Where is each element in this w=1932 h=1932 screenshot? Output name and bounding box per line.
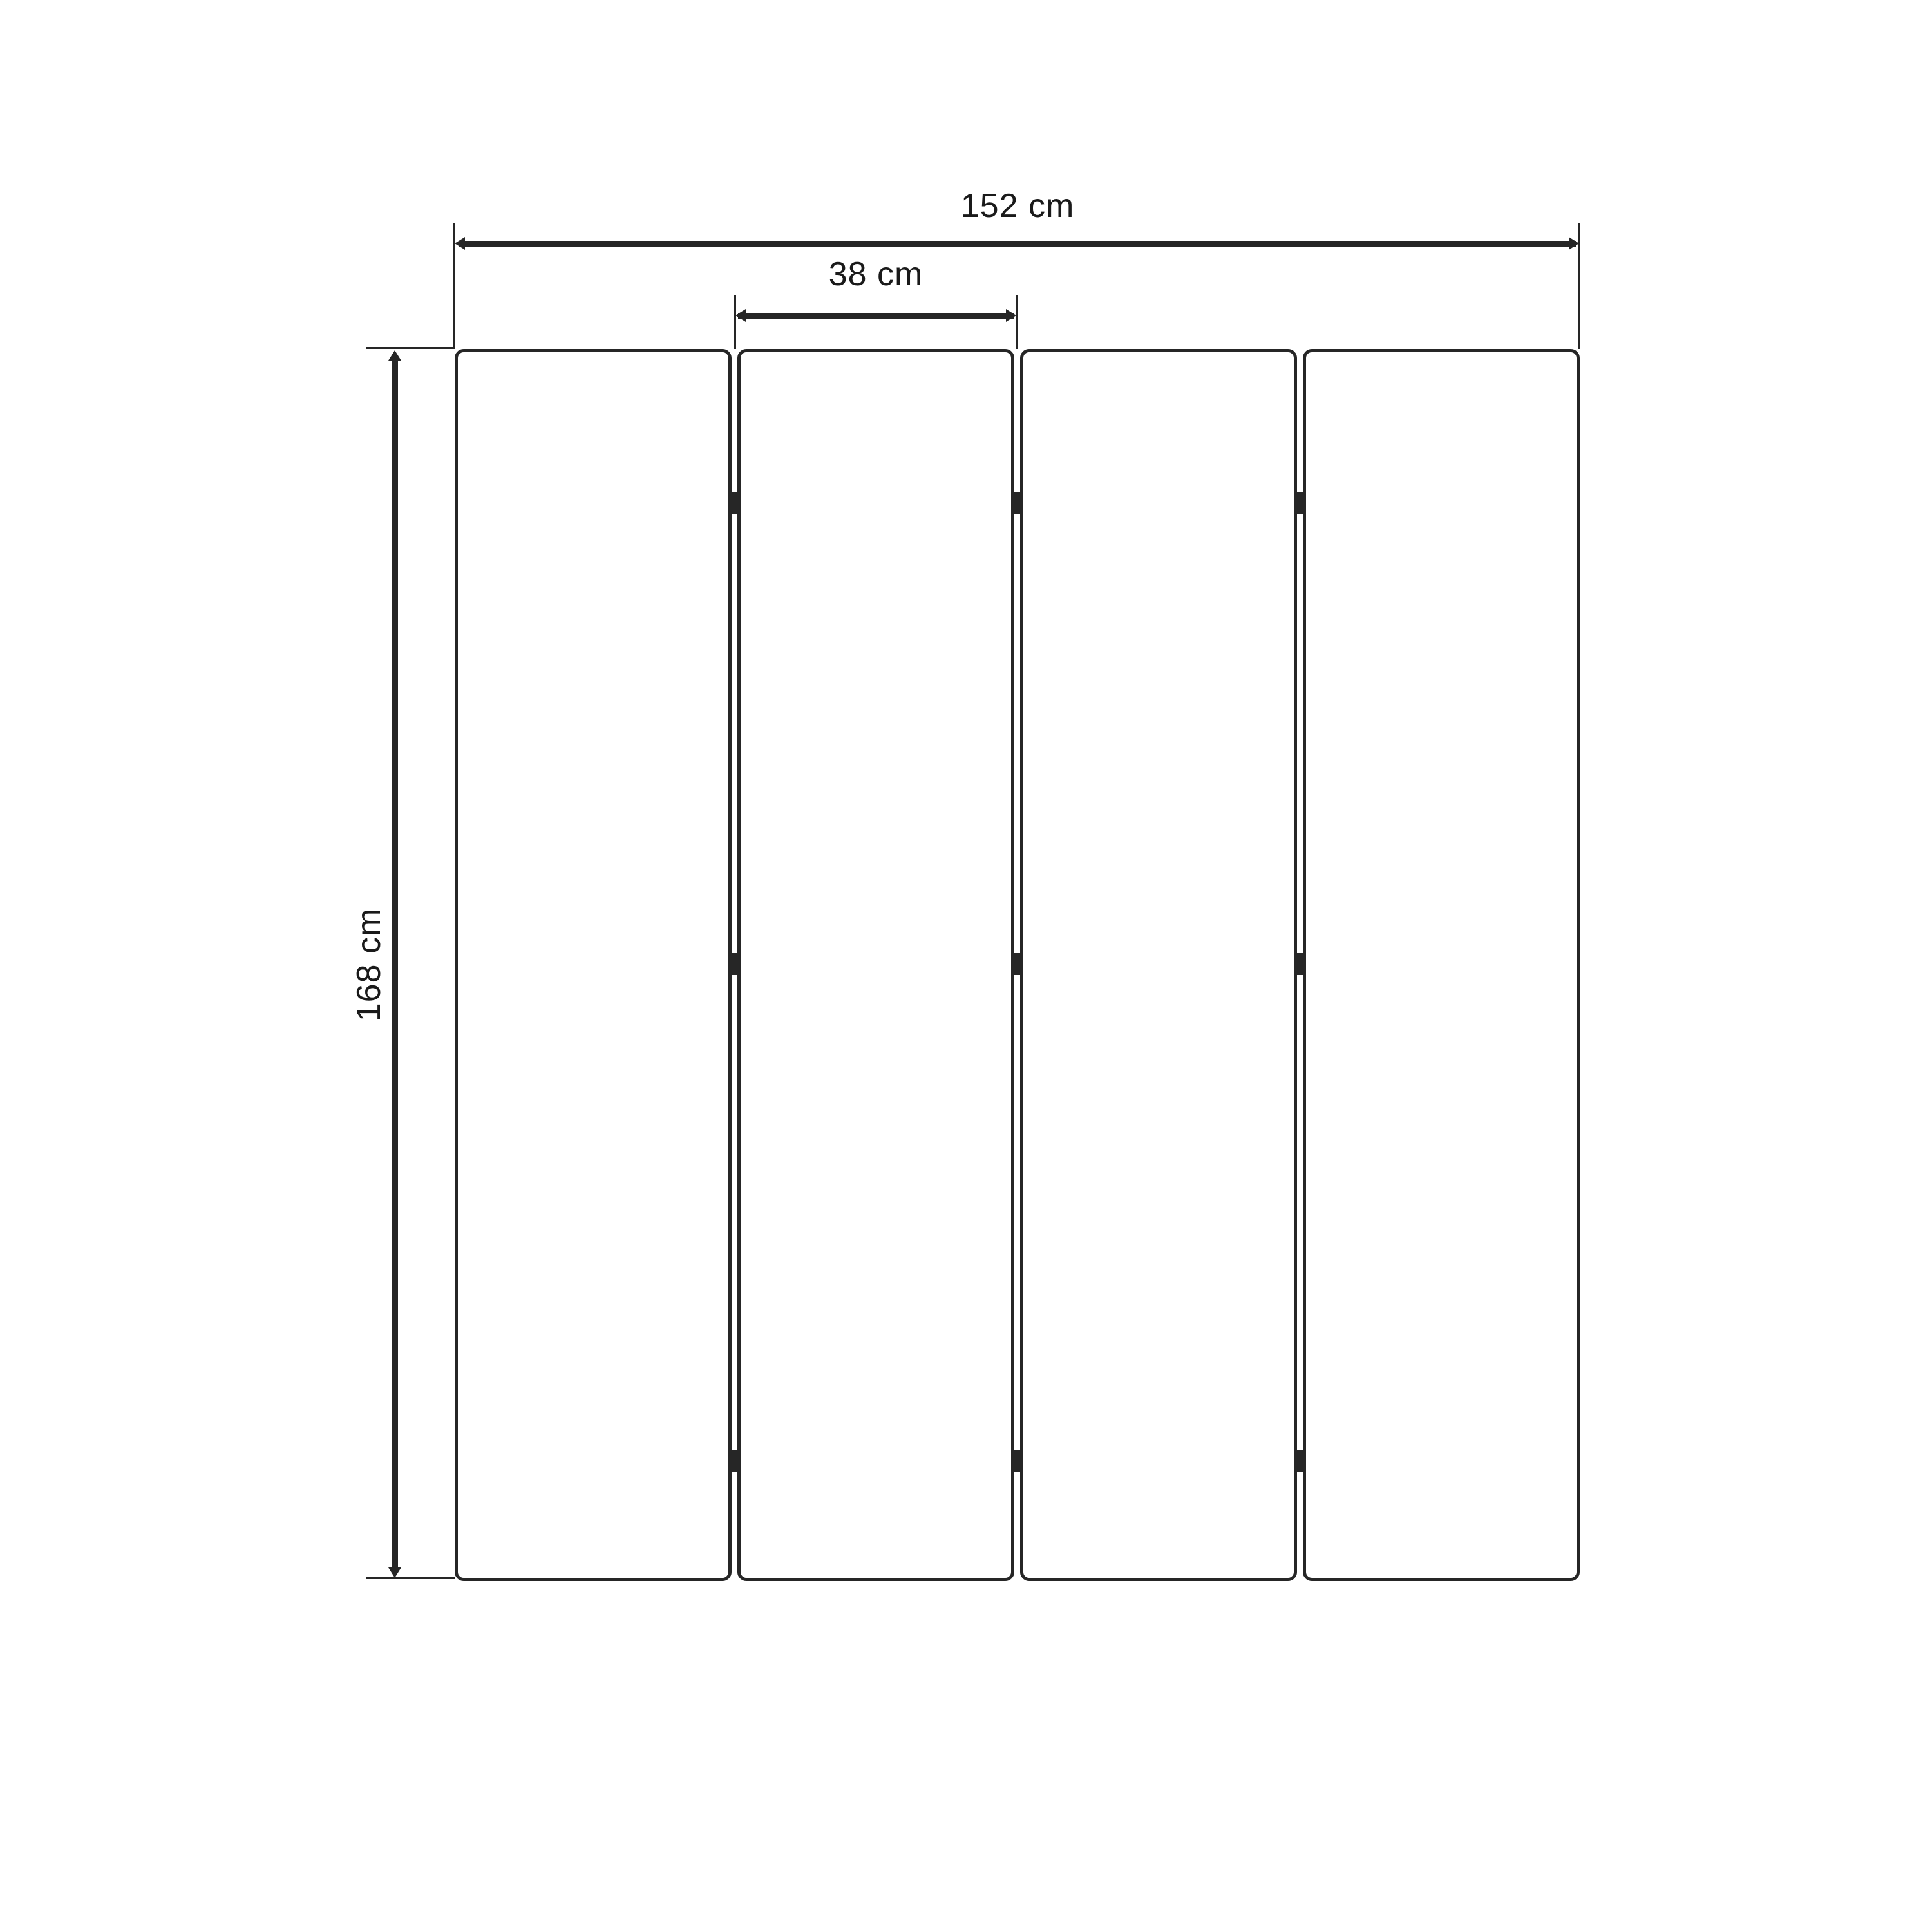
extension-line [366, 1577, 455, 1579]
extension-line [453, 223, 455, 349]
arrow-left-icon [735, 309, 746, 322]
hinge-mark [1014, 492, 1021, 514]
height-dimension-line [392, 359, 398, 1569]
hinge-mark [1014, 1450, 1021, 1472]
arrow-up-icon [388, 350, 401, 361]
arrow-left-icon [455, 237, 465, 250]
arrow-right-icon [1006, 309, 1016, 322]
hinge-mark [731, 1450, 739, 1472]
screen-panel-3 [1020, 349, 1297, 1581]
screen-panel-4 [1303, 349, 1580, 1581]
total-width-dimension-line [459, 241, 1576, 247]
hinge-mark [731, 953, 739, 975]
screen-panel-1 [455, 349, 732, 1581]
hinge-mark [1014, 953, 1021, 975]
hinge-mark [1296, 953, 1304, 975]
screen-panel-2 [737, 349, 1014, 1581]
height-dimension-label: 168 cm [350, 907, 388, 1022]
hinge-mark [1296, 492, 1304, 514]
extension-line [734, 295, 736, 349]
extension-line [366, 347, 455, 349]
panel-width-dimension-line [738, 313, 1014, 319]
extension-line [1578, 223, 1580, 349]
panel-width-dimension-label: 38 cm [828, 256, 923, 293]
arrow-down-icon [388, 1567, 401, 1578]
hinge-mark [1296, 1450, 1304, 1472]
extension-line [1016, 295, 1018, 349]
hinge-mark [731, 492, 739, 514]
total-width-dimension-label: 152 cm [960, 187, 1075, 225]
